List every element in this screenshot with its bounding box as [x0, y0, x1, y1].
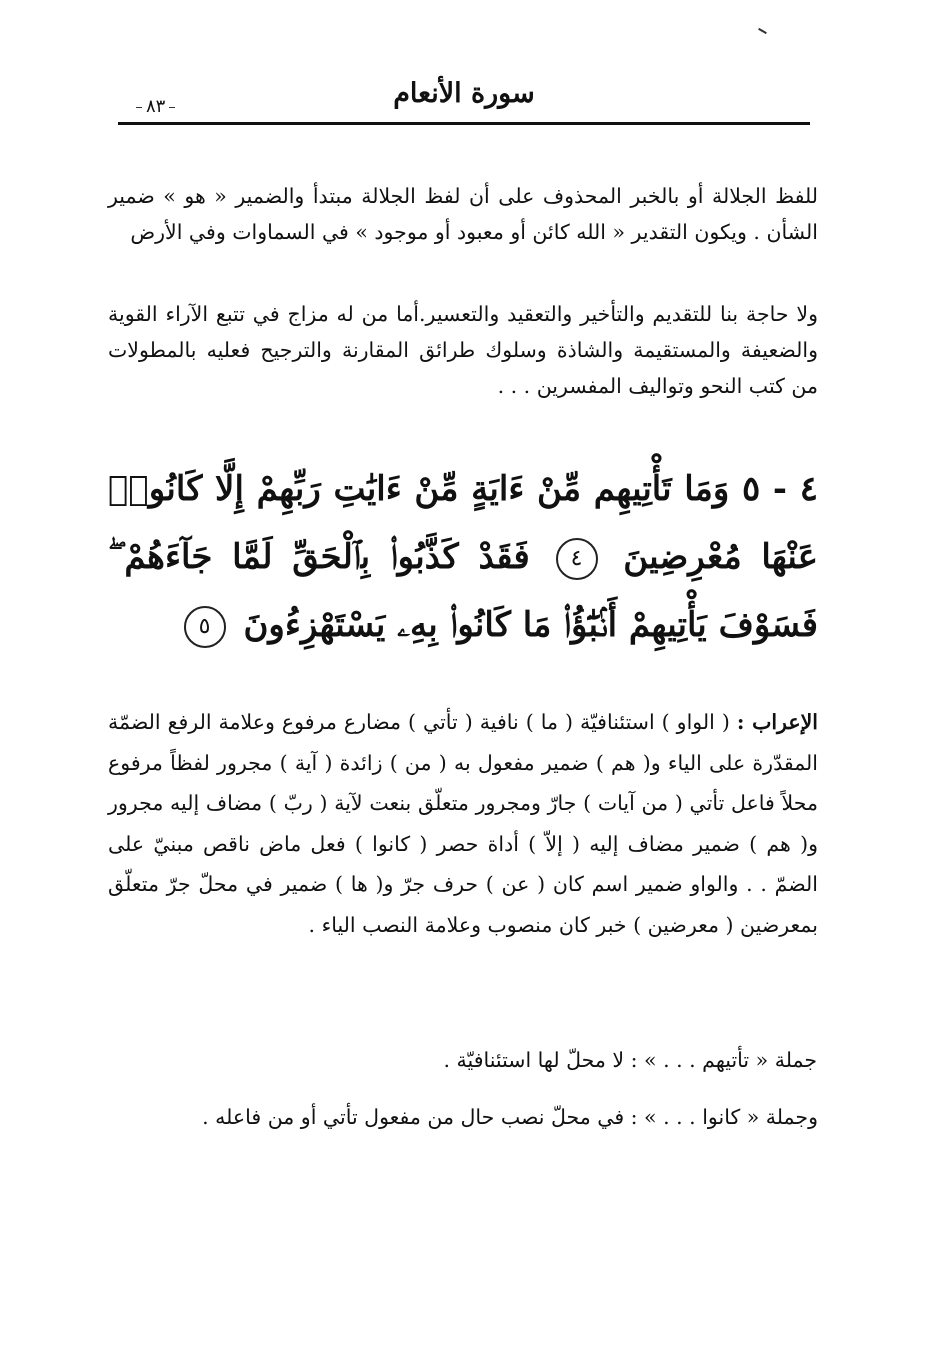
- scan-mark: [758, 28, 767, 34]
- paragraph-2-text: ولا حاجة بنا للتقديم والتأخير والتعقيد والتعسير.أما من له مزاج في تتبع الآراء القوية والضعيفة والمستقيمة والشاذة وسلوك طرائق المقارنة والترجيح فعليه بالمطولات من كتب النحو وتواليف المفسرين . . .: [108, 302, 818, 398]
- page-number: ٨٣: [132, 96, 179, 117]
- paragraph-2: [108, 296, 818, 404]
- surah-title: سورة الأنعام: [393, 78, 535, 109]
- paragraph-1: [108, 178, 818, 250]
- irab-text: ( الواو ) استئنافيّة ( ما ) نافية ( تأتي ) مضارع مرفوع وعلامة الرفع الضمّة المقدّرة على الياء و( هم ) ضمير مفعول به ( من ) زائدة ( آية ) مجرور لفظاً مرفوع محلاً فاعل تأتي ( من آيات ) جارّ ومجرور متعلّق بنعت لآية ( ربّ ) مضاف إليه مجرور و( هم ) ضمير مضاف إليه ( إلاّ ) أداة حصر ( كانوا ) فعل ماض ناقص مبنيّ على الضمّ . . والواو ضمير اسم كان ( عن ) حرف جرّ و( ها ) ضمير في محلّ جرّ متعلّق بمعرضين ( معرضين ) خبر كان منصوب وعلامة النصب الياء .: [108, 710, 818, 937]
- ayah-4-text: وَمَا تَأْتِيهِم مِّنْ ءَايَةٍ مِّنْ ءَايَٰتِ رَبِّهِمْ إِلَّا كَانُوا۟ عَنْهَا مُعْرِضِينَ: [108, 469, 818, 577]
- sentence-analysis-1: جملة « تأتيهم . . . » : لا محلّ لها استئنافيّة .: [443, 1048, 817, 1072]
- irab-title: الإعراب :: [736, 710, 818, 734]
- ayah-4-marker: ٤: [556, 538, 598, 580]
- header-rule: [118, 122, 810, 125]
- ayah-5-marker: ٥: [184, 606, 226, 648]
- irab-section: [108, 702, 818, 945]
- verse-number-label: ٤ - ٥: [741, 469, 818, 509]
- ayah-5-text: فَقَدْ كَذَّبُوا۟ بِٱلْحَقِّ لَمَّا جَآءَهُمْ ۖ فَسَوْفَ يَأْتِيهِمْ أَنۢبَٰٓؤُا۟ مَا كَانُوا۟ بِهِۦ يَسْتَهْزِءُونَ: [108, 537, 818, 645]
- sentence-analysis-2: وجملة « كانوا . . . » : في محلّ نصب حال من مفعول تأتي أو من فاعله .: [202, 1105, 818, 1129]
- paragraph-1-text: للفظ الجلالة أو بالخبر المحذوف على أن لفظ الجلالة مبتدأ والضمير « هو » ضمير الشأن . ويكون التقدير « الله كائن أو معبود أو موجود » في السماوات وفي الأرض: [108, 184, 818, 244]
- quran-verse-block: [108, 455, 818, 659]
- page-header: [118, 70, 810, 125]
